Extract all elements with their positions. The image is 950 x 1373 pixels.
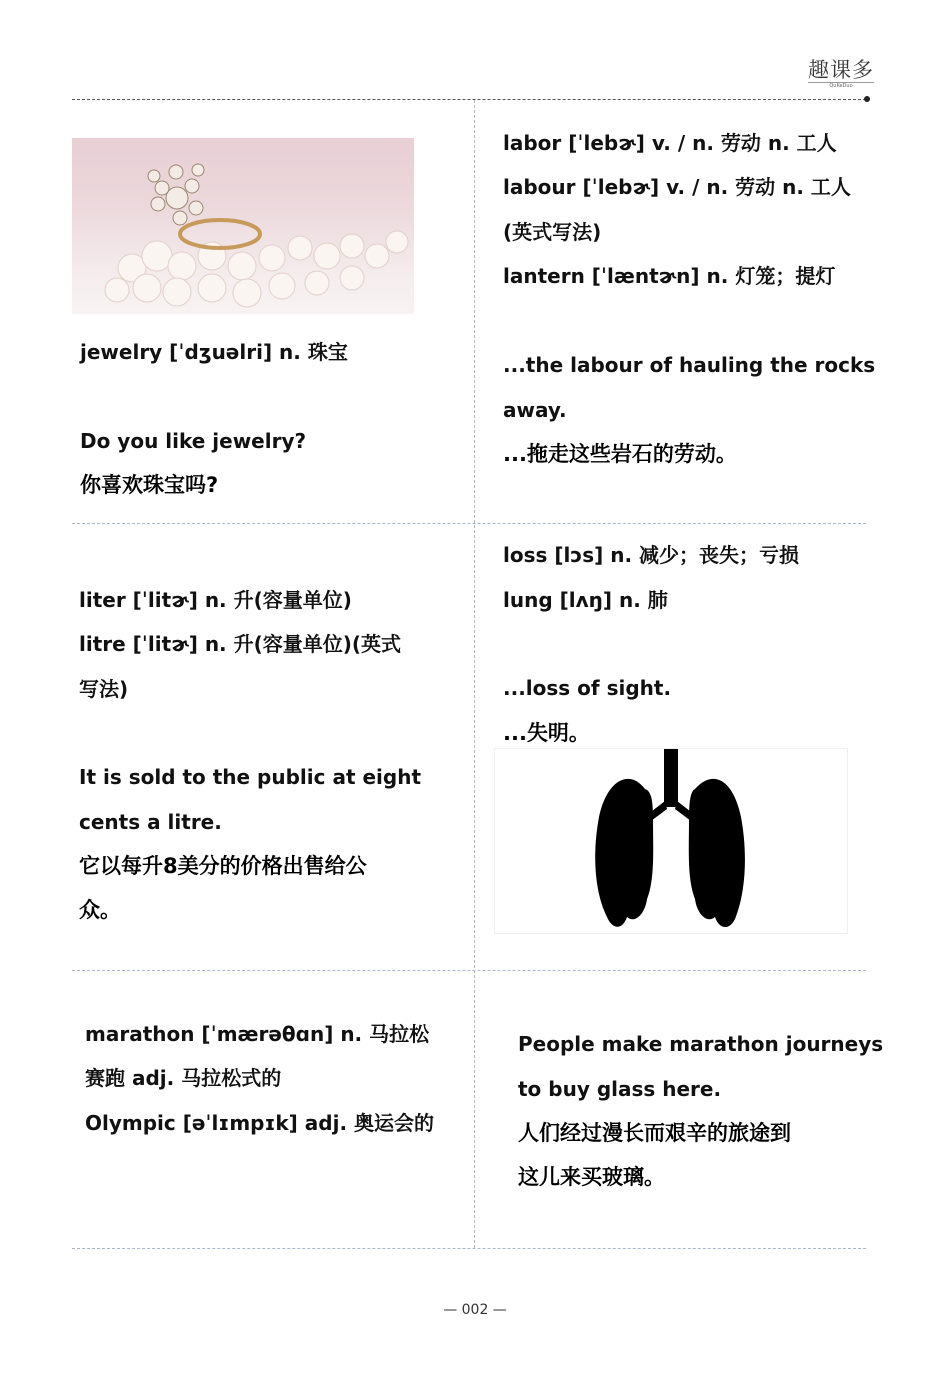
- liter-example-en-2: cents a litre.: [79, 810, 222, 834]
- lungs-icon: [495, 749, 847, 933]
- grid-row-divider-3: [72, 1248, 866, 1249]
- marathon-example-zh-1: 人们经过漫长而艰辛的旅途到: [518, 1121, 791, 1145]
- marathon-example-en-1: People make marathon journeys: [518, 1032, 884, 1056]
- liter-example-zh-1: 它以每升8美分的价格出售给公: [79, 854, 367, 878]
- page-number: — 002 —: [443, 1302, 507, 1318]
- marathon-line-1: marathon [ˈmærəθɑn] n. 马拉松: [85, 1022, 430, 1046]
- marathon-example-zh-2: 这儿来买玻璃。: [518, 1165, 665, 1189]
- jewelry-example-en: Do you like jewelry?: [80, 429, 307, 453]
- header-divider: [72, 99, 866, 100]
- olympic-line: Olympic [əˈlɪmpɪk] adj. 奥运会的: [85, 1111, 435, 1135]
- marathon-line-2: 赛跑 adj. 马拉松式的: [85, 1066, 282, 1090]
- lantern-line: lantern [ˈlæntɚn] n. 灯笼；提灯: [503, 264, 836, 288]
- loss-example-zh: ...失明。: [503, 721, 590, 745]
- liter-line-1: liter [ˈlitɚ] n. 升(容量单位): [79, 588, 352, 612]
- jewelry-example-zh: 你喜欢珠宝吗?: [80, 473, 219, 497]
- jewelry-word-line: jewelry [ˈdʒuəlri] n. 珠宝: [80, 340, 348, 364]
- labor-example-en-2: away.: [503, 398, 567, 422]
- loss-line: loss [lɔs] n. 减少；丧失；亏损: [503, 543, 800, 567]
- liter-line-2: litre [ˈlitɚ] n. 升(容量单位)(英式: [79, 632, 402, 656]
- ring-pearls-illustration: [72, 138, 414, 314]
- labor-line-1: labor [ˈlebɚ] v. / n. 劳动 n. 工人: [503, 131, 837, 155]
- grid-vertical-divider: [474, 100, 475, 1248]
- liter-line-3: 写法): [79, 677, 129, 701]
- logo-text: 趣课多: [808, 58, 874, 82]
- header-divider-dot: [864, 96, 870, 102]
- labor-line-3: (英式写法): [503, 220, 602, 244]
- loss-example-en: ...loss of sight.: [503, 676, 672, 700]
- grid-row-divider-1: [72, 523, 866, 524]
- brand-logo: [808, 58, 874, 92]
- liter-example-zh-2: 众。: [79, 898, 121, 922]
- jewelry-photo: [72, 138, 414, 314]
- liter-example-en-1: It is sold to the public at eight: [79, 765, 422, 789]
- lung-line: lung [lʌŋ] n. 肺: [503, 588, 668, 612]
- marathon-example-en-2: to buy glass here.: [518, 1077, 722, 1101]
- logo-subtext: QuKeDuo: [808, 82, 874, 90]
- labor-example-en-1: ...the labour of hauling the rocks: [503, 353, 876, 377]
- grid-row-divider-2: [72, 970, 866, 971]
- lungs-image: [494, 748, 848, 934]
- labor-example-zh: ...拖走这些岩石的劳动。: [503, 442, 737, 466]
- labor-line-2: labour [ˈlebɚ] v. / n. 劳动 n. 工人: [503, 175, 851, 199]
